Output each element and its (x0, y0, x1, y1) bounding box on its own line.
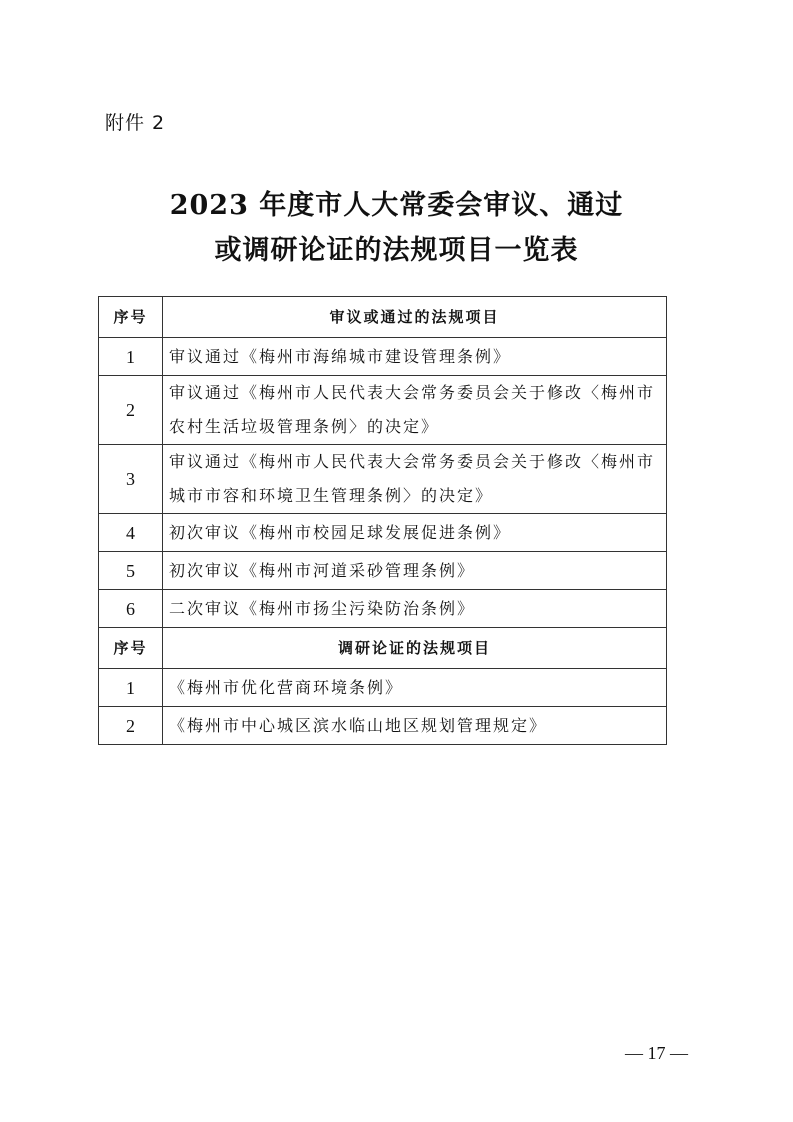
row-text: 二次审议《梅州市扬尘污染防治条例》 (163, 590, 667, 628)
table-row (99, 552, 667, 590)
document-title-line-2: 或调研论证的法规项目一览表 (214, 235, 579, 266)
row-num: 1 (99, 338, 163, 376)
row-text: 初次审议《梅州市河道采砂管理条例》 (163, 552, 667, 590)
table-header-row (99, 628, 667, 669)
table-row (99, 445, 667, 514)
row-num: 2 (99, 707, 163, 745)
row-text: 审议通过《梅州市人民代表大会常务委员会关于修改〈梅州市农村生活垃圾管理条例〉的决定》 (163, 376, 667, 445)
section-header-review: 审议或通过的法规项目 (163, 297, 667, 338)
row-text: 《梅州市中心城区滨水临山地区规划管理规定》 (163, 707, 667, 745)
table-row (99, 376, 667, 445)
table-row (99, 590, 667, 628)
row-text: 审议通过《梅州市海绵城市建设管理条例》 (163, 338, 667, 376)
table-row (99, 514, 667, 552)
row-num: 6 (99, 590, 163, 628)
table-row (99, 669, 667, 707)
row-num: 3 (99, 445, 163, 514)
row-text: 审议通过《梅州市人民代表大会常务委员会关于修改〈梅州市城市市容和环境卫生管理条例〉的决定》 (163, 445, 667, 514)
row-text: 《梅州市优化营商环境条例》 (163, 669, 667, 707)
table-row (99, 707, 667, 745)
attachment-label: 附件 2 (105, 112, 166, 134)
table-row (99, 338, 667, 376)
document-title-line-1: 2023 年度市人大常委会审议、通过 (169, 190, 624, 221)
row-num: 1 (99, 669, 163, 707)
row-num: 2 (99, 376, 163, 445)
page-number: — 17 — (625, 1043, 688, 1063)
column-header-num: 序号 (99, 628, 163, 669)
section-header-research: 调研论证的法规项目 (163, 628, 667, 669)
row-num: 4 (99, 514, 163, 552)
legislation-table (98, 296, 667, 745)
column-header-num: 序号 (99, 297, 163, 338)
row-num: 5 (99, 552, 163, 590)
table-header-row (99, 297, 667, 338)
row-text: 初次审议《梅州市校园足球发展促进条例》 (163, 514, 667, 552)
